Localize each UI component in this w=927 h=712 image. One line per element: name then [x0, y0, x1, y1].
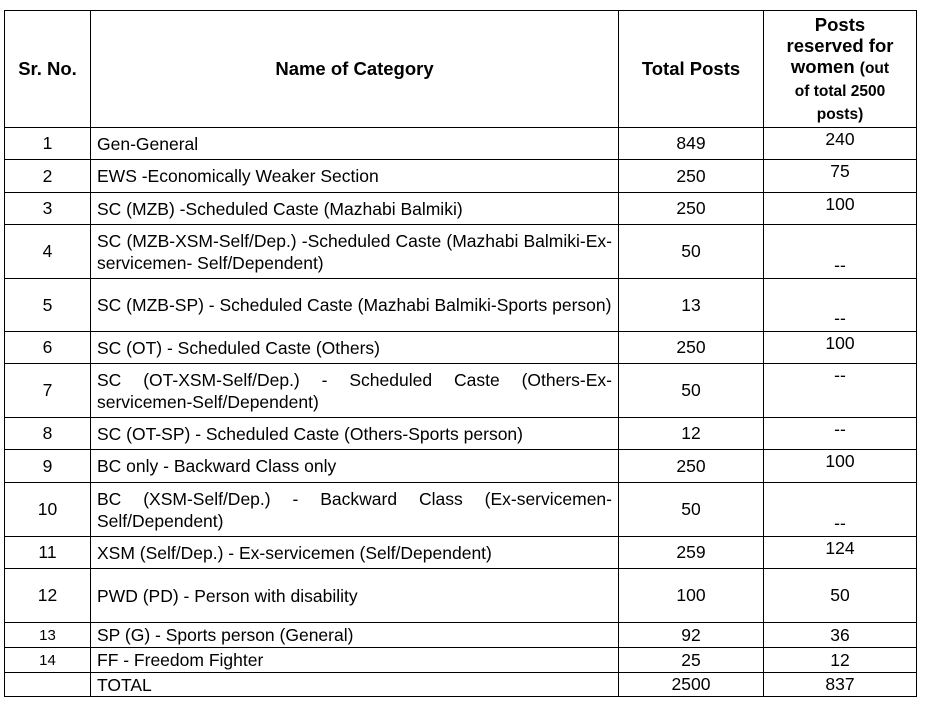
header-women-note1: (out: [859, 59, 890, 77]
header-women-line3: women: [790, 55, 855, 77]
category-cell: BC (XSM-Self/Dep.) - Backward Class (Ex-servicemen-Self/Dependent): [91, 483, 619, 537]
category-cell: EWS -Economically Weaker Section: [91, 160, 619, 193]
category-cell: PWD (PD) - Person with disability: [91, 569, 619, 623]
table-row: [5, 537, 917, 569]
table-row: [5, 193, 917, 225]
total-posts-cell: 250: [619, 450, 764, 483]
women-posts-cell: 75: [764, 160, 917, 193]
table-row: [5, 160, 917, 193]
sr-cell: 12: [5, 569, 91, 623]
table-row: [5, 332, 917, 364]
sr-cell: 13: [5, 623, 91, 648]
category-cell: BC only - Backward Class only: [91, 450, 619, 483]
sr-cell: 11: [5, 537, 91, 569]
header-posts-reserved-for-women: [764, 11, 917, 128]
table-row: [5, 418, 917, 450]
header-total-posts: Total Posts: [619, 11, 764, 128]
total-women-sum-cell: 837: [764, 673, 917, 697]
sr-cell: 8: [5, 418, 91, 450]
category-cell: SC (MZB-XSM-Self/Dep.) -Scheduled Caste (Mazhabi Balmiki-Ex-servicemen- Self/Dependent): [91, 225, 619, 279]
women-posts-cell: 100: [764, 193, 917, 225]
category-cell: FF - Freedom Fighter: [91, 648, 619, 673]
sr-cell: 6: [5, 332, 91, 364]
header-sr-no: Sr. No.: [5, 11, 91, 128]
total-posts-cell: 250: [619, 332, 764, 364]
table-row: [5, 648, 917, 673]
total-posts-cell: 259: [619, 537, 764, 569]
sr-cell: 5: [5, 279, 91, 332]
header-women-line1: Posts: [814, 13, 866, 35]
total-posts-cell: 849: [619, 128, 764, 160]
total-posts-sum-cell: 2500: [619, 673, 764, 697]
header-row: [5, 11, 917, 128]
sr-cell: 7: [5, 364, 91, 418]
category-cell: Gen-General: [91, 128, 619, 160]
total-posts-cell: 50: [619, 364, 764, 418]
header-women-line4: of total 2500: [794, 82, 886, 100]
table-row: [5, 569, 917, 623]
posts-table: [4, 10, 917, 697]
total-posts-cell: 50: [619, 225, 764, 279]
category-cell: SC (OT-XSM-Self/Dep.) - Scheduled Caste (Others-Ex-servicemen-Self/Dependent): [91, 364, 619, 418]
category-cell: SC (MZB) -Scheduled Caste (Mazhabi Balmiki): [91, 193, 619, 225]
women-posts-cell: 12: [764, 648, 917, 673]
total-posts-cell: 12: [619, 418, 764, 450]
women-posts-cell: 100: [764, 332, 917, 364]
total-posts-cell: 100: [619, 569, 764, 623]
table-row: [5, 364, 917, 418]
total-posts-cell: 250: [619, 193, 764, 225]
total-posts-cell: 50: [619, 483, 764, 537]
total-label-cell: TOTAL: [91, 673, 619, 697]
sr-cell: 4: [5, 225, 91, 279]
women-posts-cell: --: [764, 279, 917, 332]
total-posts-cell: 13: [619, 279, 764, 332]
total-posts-cell: 92: [619, 623, 764, 648]
sr-cell: 9: [5, 450, 91, 483]
header-women-line5: posts): [816, 105, 864, 123]
category-cell: SP (G) - Sports person (General): [91, 623, 619, 648]
sr-cell: 10: [5, 483, 91, 537]
women-posts-cell: --: [764, 418, 917, 450]
sr-cell: 14: [5, 648, 91, 673]
women-posts-cell: --: [764, 483, 917, 537]
women-posts-cell: 50: [764, 569, 917, 623]
table-row: [5, 128, 917, 160]
women-posts-cell: --: [764, 225, 917, 279]
women-posts-cell: 36: [764, 623, 917, 648]
sr-cell: 1: [5, 128, 91, 160]
women-posts-cell: 124: [764, 537, 917, 569]
table-row: [5, 623, 917, 648]
women-posts-cell: 100: [764, 450, 917, 483]
category-cell: XSM (Self/Dep.) - Ex-servicemen (Self/Dependent): [91, 537, 619, 569]
table-row: [5, 225, 917, 279]
women-posts-cell: --: [764, 364, 917, 418]
total-posts-cell: 25: [619, 648, 764, 673]
table-row: [5, 450, 917, 483]
sr-cell: 2: [5, 160, 91, 193]
header-women-line2: reserved for: [786, 34, 894, 56]
table-row: [5, 279, 917, 332]
category-cell: SC (OT-SP) - Scheduled Caste (Others-Sports person): [91, 418, 619, 450]
sr-cell: 3: [5, 193, 91, 225]
women-posts-cell: 240: [764, 128, 917, 160]
header-name-of-category: Name of Category: [91, 11, 619, 128]
total-posts-cell: 250: [619, 160, 764, 193]
category-cell: SC (MZB-SP) - Scheduled Caste (Mazhabi Balmiki-Sports person): [91, 279, 619, 332]
table-row: [5, 483, 917, 537]
total-row: [5, 673, 917, 697]
category-cell: SC (OT) - Scheduled Caste (Others): [91, 332, 619, 364]
total-sr-cell: [5, 673, 91, 697]
